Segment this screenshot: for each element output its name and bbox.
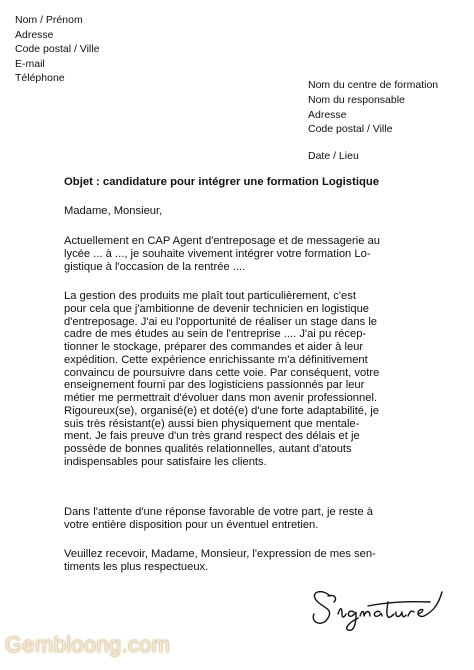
text-line: timents les plus respectueux.: [64, 560, 209, 573]
paragraph-motivation: [64, 290, 379, 469]
text-line: votre entière disposition pour un éventuel entretien.: [64, 518, 319, 531]
sender-postal-city: Code postal / Ville: [15, 43, 100, 56]
text-line: enseignement fourni par des logisticiens passionnés par leur: [64, 379, 365, 392]
text-line: d'entreposage. J'ai eu l'opportunité de réaliser un stage dans le: [64, 315, 378, 328]
sender-address: Adresse: [15, 28, 54, 41]
text-line: Actuellement en CAP Agent d'entreposage et de messagerie au: [64, 235, 381, 247]
paragraph-intro: [64, 235, 380, 273]
sender-block: [15, 13, 99, 86]
date-place: Date / Lieu: [308, 150, 359, 162]
text-line: Veuillez recevoir, Madame, Monsieur, l'expression de mes sen-: [64, 548, 376, 560]
sender-email: E-mail: [15, 57, 45, 70]
text-line: lycée ... à ..., je souhaite vivement intégrer votre formation Lo-: [64, 247, 371, 260]
salutation: Madame, Monsieur,: [64, 205, 163, 217]
text-line: La gestion des produits me plaît tout particulièrement, c'est: [64, 290, 356, 302]
text-line: cadre de mes études au sein de l'entreprise .... J'ai pu récep-: [64, 328, 367, 341]
text-line: tionner le stockage, préparer des commandes et aider à leur: [64, 341, 364, 353]
text-line: expédition. Cette expérience enrichissante m'a définitivement: [64, 353, 368, 366]
text-line: métier me permettrait d'évoluer dans mon avenir professionnel.: [64, 392, 378, 404]
handwritten-signature: [308, 584, 458, 636]
sender-name: Nom / Prénom: [15, 14, 83, 26]
text-line: indispensables pour satisfaire les clients.: [64, 455, 267, 468]
recipient-address: Adresse: [308, 108, 347, 121]
text-line: gistique à l'occasion de la rentrée ....: [64, 260, 246, 273]
text-line: pour cela que j'ambitionne de devenir technicien en logistique: [64, 302, 370, 315]
text-line: Rigoureux(se), organisé(e) et doté(e) d'une forte adaptabilité, je: [64, 404, 379, 417]
text-line: convaincu de poursuivre dans cette voie. Par conséquent, votre: [64, 366, 380, 379]
letter-subject: Objet : candidature pour intégrer une formation Logistique: [64, 176, 380, 188]
recipient-block: [308, 78, 438, 137]
text-line: suis très résistant(e) aussi bien physiquement que mentale-: [64, 417, 360, 430]
paragraph-availability: [64, 506, 373, 532]
recipient-postal-city: Code postal / Ville: [308, 123, 393, 136]
text-line: Dans l'attente d'une réponse favorable de votre part, je reste à: [64, 506, 374, 518]
signature-image: [308, 584, 458, 636]
text-line: possède de bonnes qualités relationnelles, autant d'atouts: [64, 443, 352, 455]
recipient-center: Nom du centre de formation: [308, 79, 439, 91]
sender-phone: Téléphone: [15, 72, 65, 85]
watermark-logo: Gembloong.com: [5, 632, 171, 657]
text-line: ment. Je fais preuve d'un très grand respect des délais et je: [64, 430, 360, 443]
recipient-manager: Nom du responsable: [308, 93, 405, 106]
paragraph-closing: [64, 548, 376, 574]
